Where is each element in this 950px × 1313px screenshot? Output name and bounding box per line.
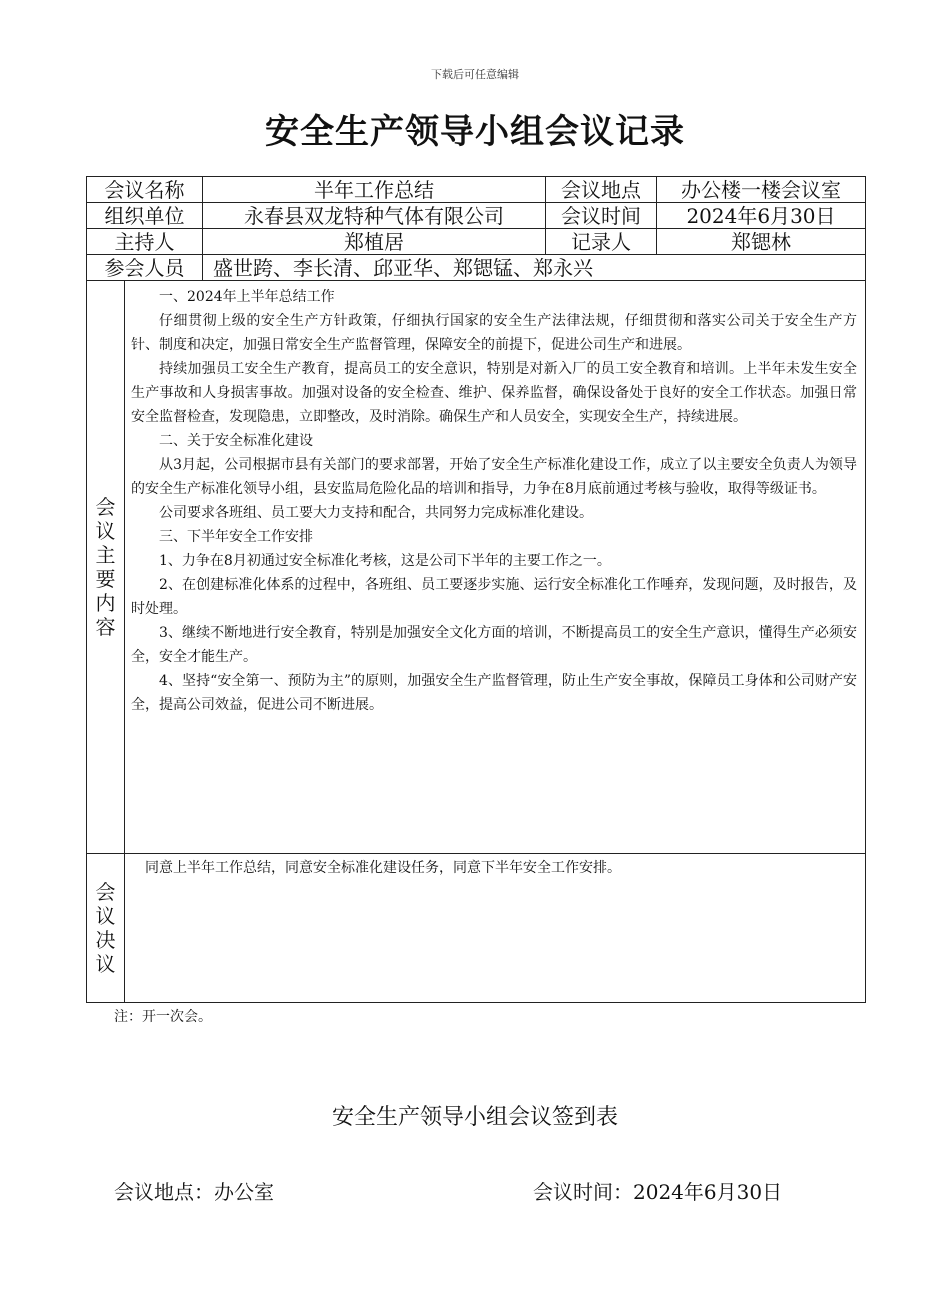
sign-sheet-place: 会议地点：办公室: [114, 1180, 274, 1204]
section-heading: 二、关于安全标准化建设: [159, 433, 313, 449]
row-resolution: [87, 854, 866, 1003]
list-item: 2、在创建标准化体系的过程中，各班组、员工要逐步实施、运行安全标准化工作唾弃，发现问题，及时报告，及时处理。: [131, 577, 857, 617]
resolution-side-label: [87, 854, 125, 1003]
organizer-value: 永春县双龙特种气体有限公司: [203, 203, 546, 229]
side-char: 议: [95, 519, 116, 543]
paragraph: 持续加强员工安全生产教育，提高员工的安全意识，特别是对新入厂的员工安全教育和培训。上半年未发生安全生产事故和人身损害事故。加强对设备的安全检查、维护、保养监督，确保设备处于良好的安全工作状态。加强日常安全监督检查，发现隐患，立即整改，及时消除。确保生产和人员安全，实现安全生产，持续进展。: [131, 361, 857, 425]
list-item: 4、坚持“安全第一、预防为主”的原则，加强安全生产监督管理，防止生产安全事故，保障员工身体和公司财产安全，提高公司效益，促进公司不断进展。: [131, 673, 857, 713]
meeting-name-value: 半年工作总结: [203, 177, 546, 203]
row-main-content: [87, 281, 866, 854]
section-heading: 一、2024年上半年总结工作: [159, 289, 335, 305]
row-meeting-name: [87, 177, 866, 203]
sign-sheet-title: 安全生产领导小组会议签到表: [331, 1105, 618, 1130]
paragraph: 从3月起，公司根据市县有关部门的要求部署，开始了安全生产标准化建设工作，成立了以主要安全负责人为领导的安全生产标准化领导小组，县安监局危险化品的培训和指导，力争在8月底前通过考核与验收，取得等级证书。: [131, 457, 857, 497]
footnote: 注：开一次会。: [114, 1009, 212, 1025]
attendees-value: 盛世跨、李长清、邱亚华、郑锶锰、郑永兴: [203, 255, 866, 281]
resolution-text: 同意上半年工作总结，同意安全标准化建设任务，同意下半年安全工作安排。: [145, 860, 621, 876]
side-char: 议: [95, 904, 116, 928]
meeting-place-value: 办公楼一楼会议室: [657, 177, 866, 203]
paragraph: 公司要求各班组、员工要大力支持和配合，共同努力完成标准化建设。: [159, 505, 593, 521]
side-char: 会: [95, 880, 116, 904]
row-organizer: [87, 203, 866, 229]
recorder-value: 郑锶林: [657, 229, 866, 255]
section-heading: 三、下半年安全工作安排: [159, 529, 313, 545]
side-char: 议: [95, 952, 116, 976]
side-char: 容: [95, 615, 116, 639]
recorder-label: 记录人: [546, 229, 657, 255]
side-char: 会: [95, 495, 116, 519]
header-note: 下载后可任意编辑: [431, 68, 519, 81]
meeting-name-label: 会议名称: [87, 177, 203, 203]
paragraph: 仔细贯彻上级的安全生产方针政策，仔细执行国家的安全生产法律法规，仔细贯彻和落实公司关于安全生产方针、制度和决定，加强日常安全生产监督管理，保障安全的前提下，促进公司生产和进展。: [131, 313, 857, 353]
side-char: 主: [95, 543, 116, 567]
meeting-record-table: [86, 176, 866, 1003]
resolution-body: [125, 854, 866, 1003]
meeting-time-label: 会议时间: [546, 203, 657, 229]
attendees-label: 参会人员: [87, 255, 203, 281]
side-char: 要: [95, 567, 116, 591]
row-host: [87, 229, 866, 255]
side-char: 决: [95, 928, 116, 952]
list-item: 3、继续不断地进行安全教育，特别是加强安全文化方面的培训，不断提高员工的安全生产意识，懂得生产必须安全，安全才能生产。: [131, 625, 857, 665]
row-attendees: [87, 255, 866, 281]
main-content-side-label: [87, 281, 125, 854]
host-value: 郑植居: [203, 229, 546, 255]
side-char: 内: [95, 591, 116, 615]
host-label: 主持人: [87, 229, 203, 255]
main-content-body: [125, 281, 866, 854]
sign-sheet-time: 会议时间：2024年6月30日: [533, 1180, 783, 1204]
list-item: 1、力争在8月初通过安全标准化考核，这是公司下半年的主要工作之一。: [159, 553, 611, 569]
meeting-place-label: 会议地点: [546, 177, 657, 203]
organizer-label: 组织单位: [87, 203, 203, 229]
document-title: 安全生产领导小组会议记录: [265, 112, 685, 152]
meeting-time-value: 2024年6月30日: [657, 203, 866, 229]
